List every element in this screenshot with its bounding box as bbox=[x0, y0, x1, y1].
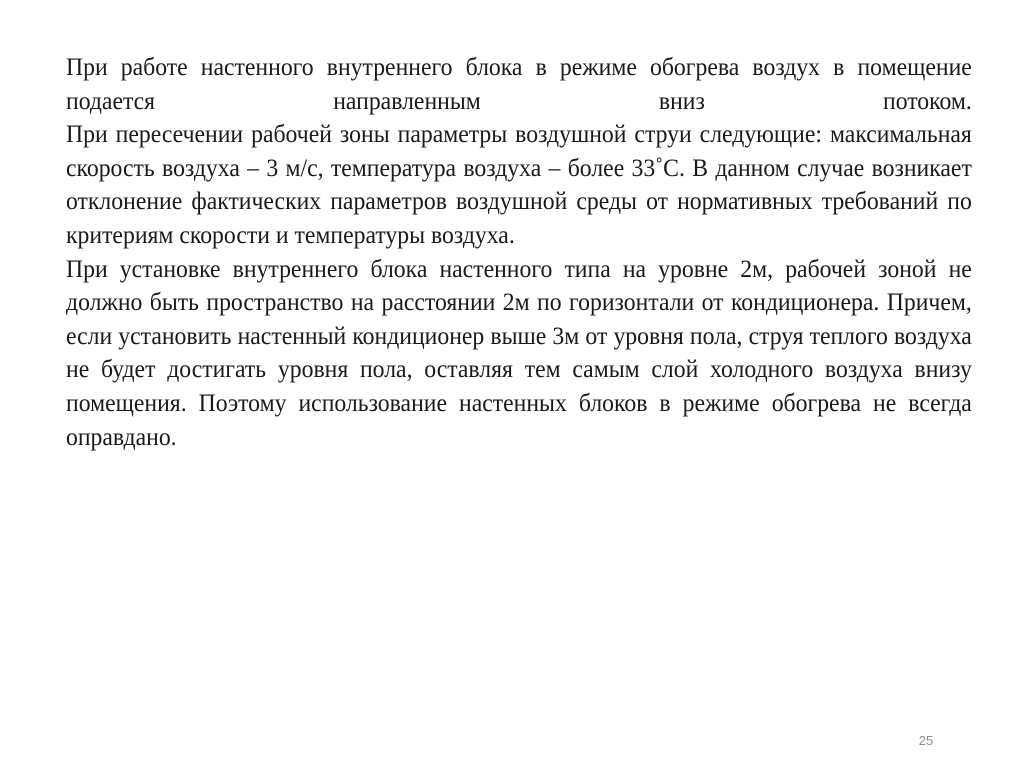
paragraph-installation-height: При установке внутреннего блока настенного типа на уровне 2м, рабочей зоной не должно быть пространство на расстоянии 2м по горизонтали от кондиционера. Причем, если установить настенный кондиционер выше 3м от уровня пола, струя теплого воздуха не будет достигать уровня пола, оставляя тем самым слой холодного воздуха внизу помещения. Поэтому использование настенных блоков в режиме обогрева не всегда оправдано. bbox=[66, 253, 972, 451]
slide-body-text bbox=[66, 50, 972, 453]
paragraph-heating-airflow: При работе настенного внутреннего блока в режиме обогрева воздух в помещение подается направленным вниз потоком. bbox=[66, 52, 972, 115]
paragraph-working-zone-parameters: При пересечении рабочей зоны параметры воздушной струи следующие: максимальная скорость воздуха – 3 м/с, температура воздуха – более 33˚С. В данном случае возникает отклонение фактических параметров воздушной среды от нормативных требований по критериям скорости и температуры воздуха. bbox=[66, 119, 972, 249]
page-number: 25 bbox=[918, 733, 934, 748]
